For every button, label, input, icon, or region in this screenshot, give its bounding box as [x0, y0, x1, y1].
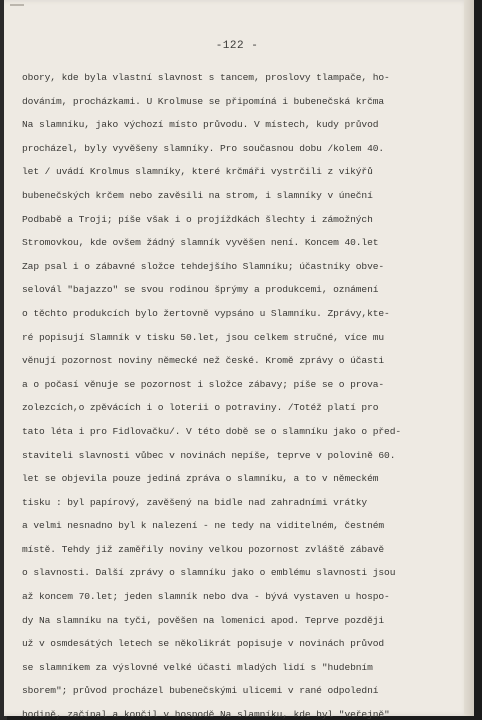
text-line: až koncem 70.let; jeden slamník nebo dva - bývá vystaven u hospo-: [22, 591, 390, 603]
text-line: staviteli slavnosti vůbec v novinách nepíše, teprve v polovině 60.: [22, 449, 396, 461]
text-line: tisku : byl papírový, zavěšený na bidle nad zahradními vrátky: [22, 496, 368, 508]
corner-mark: [10, 4, 24, 6]
page-number: -122 -: [215, 40, 259, 52]
page-inner-edge: [464, 0, 474, 716]
text-line: let / uvádí Krolmus slamníky, které krčmáři vystrčili z vikýřů: [22, 166, 373, 178]
paper-sheet: [4, 0, 470, 720]
text-line: místě. Tehdy již zaměřily noviny velkou pozornost zvláště zábavě: [22, 543, 385, 555]
text-line: už v osmdesátých letech se několikrát popisuje v novinách průvod: [22, 638, 385, 650]
text-line: let se objevila pouze jediná zpráva o slamníku, a to v německém: [22, 473, 379, 485]
typewritten-body: [22, 66, 452, 720]
text-line: věnují pozornost noviny německé než české. Kromě zprávy o účasti: [22, 355, 385, 367]
text-line: ré popisují Slamník v tisku 50.let, jsou celkem stručné, více mu: [22, 331, 385, 343]
text-line: dy Na slamníku na tyči, pověšen na lomenici apod. Teprve později: [22, 614, 385, 626]
text-line: obory, kde byla vlastní slavnost s tancem, proslovy tlampače, ho-: [22, 72, 390, 83]
text-line: sborem"; průvod procházel bubenečskými ulicemi v rané odpolední: [22, 685, 379, 697]
text-line: se slamníkem za výslovné velké účasti mladých lidí s "hudebním: [22, 661, 373, 673]
text-line: o slavnosti. Další zprávy o slamníku jako o emblému slavnosti jsou: [22, 567, 396, 579]
text-line: dováním, procházkami. U Krolmuse se připomíná i bubenečská krčma: [22, 95, 385, 107]
text-line: tato léta i pro Fidlovačku/. V této době se o slamníku jako o před-: [22, 425, 402, 437]
text-line: procházel, byly vyvěšeny slamníky. Pro současnou dobu /kolem 40.: [22, 142, 385, 154]
text-line: Zap psal i o zábavné složce tehdejšího Slamníku; účastníky obve-: [22, 260, 385, 272]
text-line: Stromovkou, kde ovšem žádný slamník vyvěšen není. Koncem 40.let: [22, 237, 379, 249]
text-line: Podbabě a Troji; píše však i o projíždkách šlechty i zámožných: [22, 213, 373, 225]
text-line: a o počasí věnuje se pozornost i složce zábavy; píše se o prova-: [22, 378, 385, 390]
text-line: a velmi nesnadno byl k nalezení - ne tedy na viditelném, čestném: [22, 520, 385, 532]
text-line: selovál "bajazzo" se svou rodinou šprýmy a produkcemi, oznámení: [22, 284, 379, 296]
text-line: zolezcích,o zpěvácích i o loterii o potraviny. /Totéž platí pro: [22, 402, 379, 414]
text-line: o těchto produkcích bylo žertovně vypsáno u Slamníku. Zprávy,kte-: [22, 307, 390, 319]
text-line: bubenečských krčem nebo zavěsili na strom, i slamníky v úneční: [22, 189, 373, 201]
text-line: Na slamníku, jako výchozí místo průvodu. V místech, kudy průvod: [22, 119, 379, 131]
text-line: hodině, začínal a končil v hospodě Na slamníku, kde byl "veřejně": [22, 709, 390, 720]
